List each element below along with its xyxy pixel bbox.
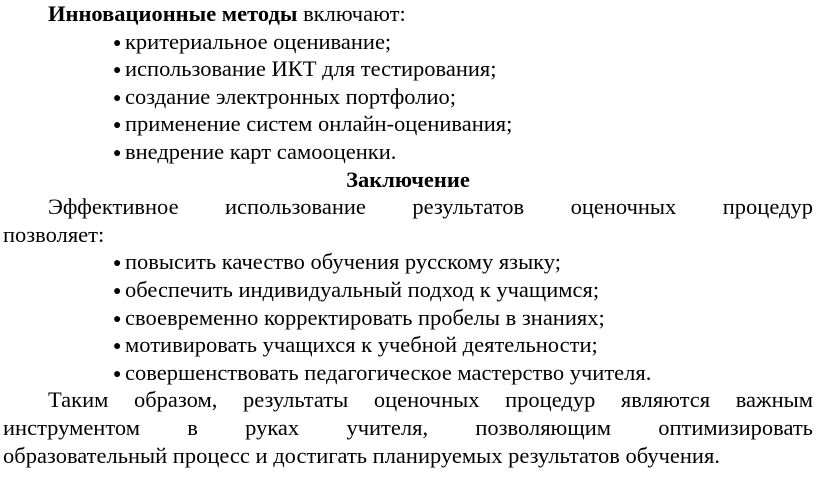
word: учителя, bbox=[346, 414, 429, 440]
list-item bbox=[3, 83, 813, 111]
list-item-text: внедрение карт самооценки. bbox=[125, 138, 397, 164]
conclusion-intro-line-1 bbox=[3, 193, 813, 221]
word: оценочных bbox=[570, 194, 677, 220]
list-item-text: совершенствовать педагогическое мастерство учителя. bbox=[125, 359, 652, 385]
word: оценочных bbox=[373, 387, 480, 413]
intro-rest: включают: bbox=[297, 1, 406, 26]
list-item bbox=[3, 248, 813, 276]
word: являются bbox=[620, 387, 711, 413]
section-heading: Заключение bbox=[346, 166, 470, 192]
list-item-text: своевременно корректировать пробелы в знаниях; bbox=[125, 304, 605, 330]
bullet-icon: ● bbox=[113, 63, 122, 79]
bullet-icon: ● bbox=[113, 118, 122, 134]
bullet-icon: ● bbox=[113, 339, 122, 355]
word: инструментом bbox=[3, 414, 140, 440]
list-item bbox=[3, 304, 813, 332]
word: оптимизировать bbox=[658, 414, 813, 440]
list-item bbox=[3, 28, 813, 56]
final-line-1 bbox=[3, 386, 813, 414]
word: процедур bbox=[505, 387, 596, 413]
word: руках bbox=[245, 414, 300, 440]
word: позволяющим bbox=[475, 414, 611, 440]
intro-line bbox=[3, 0, 813, 28]
intro-bold: Инновационные методы bbox=[48, 1, 298, 26]
word: в bbox=[187, 414, 198, 440]
word: использование bbox=[225, 194, 366, 220]
list-item bbox=[3, 55, 813, 83]
list-item-text: применение систем онлайн-оценивания; bbox=[125, 111, 513, 137]
final-line-3: образовательный процесс и достигать планируемых результатов обучения. bbox=[3, 442, 720, 468]
list-item bbox=[3, 331, 813, 359]
word: результаты bbox=[242, 387, 349, 413]
word: Эффективное bbox=[48, 194, 179, 220]
list-item-text: критериальное оценивание; bbox=[125, 28, 392, 54]
bullet-icon: ● bbox=[113, 145, 122, 161]
word: процедур bbox=[722, 194, 813, 220]
bullet-icon: ● bbox=[113, 256, 122, 272]
list-item-text: создание электронных портфолио; bbox=[125, 83, 457, 109]
bullet-icon: ● bbox=[113, 90, 122, 106]
word: Таким bbox=[48, 387, 109, 413]
word: образом, bbox=[133, 387, 218, 413]
benefits-list bbox=[3, 248, 813, 386]
word: важным bbox=[735, 387, 813, 413]
list-item bbox=[3, 110, 813, 138]
bullet-icon: ● bbox=[113, 35, 122, 51]
list-item bbox=[3, 276, 813, 304]
final-line-2 bbox=[3, 414, 813, 442]
list-item bbox=[3, 359, 813, 387]
methods-list bbox=[3, 28, 813, 166]
word: результатов bbox=[412, 194, 525, 220]
list-item-text: обеспечить индивидуальный подход к учащимся; bbox=[125, 276, 600, 302]
bullet-icon: ● bbox=[113, 311, 122, 327]
bullet-icon: ● bbox=[113, 366, 122, 382]
list-item-text: мотивировать учащихся к учебной деятельности; bbox=[125, 332, 598, 358]
bullet-icon: ● bbox=[113, 283, 122, 299]
conclusion-intro-line-2: позволяет: bbox=[3, 221, 105, 247]
list-item bbox=[3, 138, 813, 166]
list-item-text: повысить качество обучения русскому языку; bbox=[125, 249, 562, 275]
list-item-text: использование ИКТ для тестирования; bbox=[125, 56, 497, 82]
